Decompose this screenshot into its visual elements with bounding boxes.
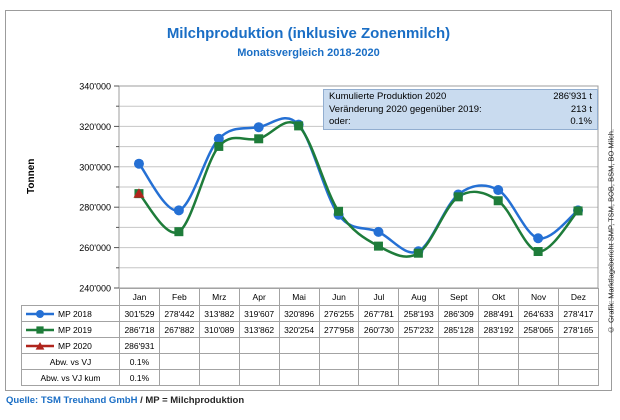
info-value: 0.1% xyxy=(570,116,592,127)
legend-entry xyxy=(25,341,118,351)
value-cell xyxy=(519,370,559,386)
value-cell xyxy=(519,338,559,354)
legend-sample-icon xyxy=(25,325,55,335)
month-header: Dez xyxy=(558,289,598,306)
value-cell: 276'255 xyxy=(319,306,359,322)
value-cell xyxy=(159,370,199,386)
value-cell xyxy=(359,338,399,354)
value-cell xyxy=(439,354,479,370)
info-row xyxy=(329,104,592,117)
month-header: Nov xyxy=(519,289,559,306)
value-cell: 301'529 xyxy=(120,306,160,322)
marker-circle xyxy=(533,233,543,243)
value-cell xyxy=(479,354,519,370)
value-cell: 267'781 xyxy=(359,306,399,322)
marker-square xyxy=(36,326,43,333)
value-cell: 278'165 xyxy=(558,322,598,338)
value-cell xyxy=(399,338,439,354)
value-cell xyxy=(239,338,279,354)
value-cell: 286'309 xyxy=(439,306,479,322)
value-cell xyxy=(319,354,359,370)
info-value: 213 t xyxy=(570,103,592,115)
value-cell: 319'607 xyxy=(239,306,279,322)
y-tick-label: 320'000 xyxy=(79,121,111,132)
source-footer xyxy=(6,395,244,406)
footer-note: / MP = Milchproduktion xyxy=(137,395,245,406)
value-cell xyxy=(199,354,239,370)
copyright-note: © Grafik: Marktlagebericht SMP, TSM, BOB, BSM, BO Milch. xyxy=(606,128,616,334)
month-header: Jul xyxy=(359,289,399,306)
summary-info-box xyxy=(323,89,598,130)
value-cell: 286'718 xyxy=(120,322,160,338)
series-line-mp-2019 xyxy=(139,122,578,256)
table-row xyxy=(22,289,599,306)
chart-subtitle: Monatsvergleich 2018-2020 xyxy=(237,47,380,59)
value-cell: 0.1% xyxy=(120,370,160,386)
chart-title: Milchproduktion (inklusive Zonenmilch) xyxy=(166,25,451,42)
value-cell xyxy=(319,338,359,354)
marker-square xyxy=(454,192,463,201)
value-cell: 264'633 xyxy=(519,306,559,322)
value-cell: 260'730 xyxy=(359,322,399,338)
value-cell xyxy=(439,370,479,386)
legend-sample-icon xyxy=(25,309,55,319)
value-cell xyxy=(399,354,439,370)
info-row xyxy=(329,91,592,104)
value-cell xyxy=(479,338,519,354)
value-cell: 257'232 xyxy=(399,322,439,338)
value-cell: 313'882 xyxy=(199,306,239,322)
value-cell xyxy=(279,338,319,354)
value-cell: 267'882 xyxy=(159,322,199,338)
value-cell: 278'442 xyxy=(159,306,199,322)
marker-square xyxy=(174,227,183,236)
y-axis-label: Tonnen xyxy=(26,158,37,194)
legend-cell xyxy=(22,306,120,322)
value-cell: 320'254 xyxy=(279,322,319,338)
marker-square xyxy=(414,249,423,258)
marker-square xyxy=(254,134,263,143)
month-header: Jan xyxy=(120,289,160,306)
month-header: Aug xyxy=(399,289,439,306)
value-cell xyxy=(159,338,199,354)
value-cell xyxy=(239,354,279,370)
marker-circle xyxy=(373,227,383,237)
value-cell: 288'491 xyxy=(479,306,519,322)
legend-label: MP 2019 xyxy=(58,324,92,335)
legend-cell xyxy=(22,338,120,354)
info-row xyxy=(329,116,592,129)
month-header: Feb xyxy=(159,289,199,306)
value-cell: 258'065 xyxy=(519,322,559,338)
value-cell: 0.1% xyxy=(120,354,160,370)
y-tick-label: 280'000 xyxy=(79,202,111,213)
marker-circle xyxy=(36,310,44,318)
row-label: Abw. vs VJ xyxy=(22,354,120,370)
data-table xyxy=(21,288,599,386)
month-header: Mrz xyxy=(199,289,239,306)
info-label: Veränderung 2020 gegenüber 2019: xyxy=(329,103,482,115)
value-cell xyxy=(279,370,319,386)
value-cell: 285'128 xyxy=(439,322,479,338)
table-row xyxy=(22,322,599,338)
marker-square xyxy=(494,196,503,205)
marker-square xyxy=(574,206,583,215)
marker-circle xyxy=(493,185,503,195)
info-label: oder: xyxy=(329,116,351,127)
marker-square xyxy=(374,242,383,251)
table-corner xyxy=(22,289,120,306)
value-cell xyxy=(558,338,598,354)
row-label: Abw. vs VJ kum xyxy=(22,370,120,386)
legend-entry xyxy=(25,309,118,319)
y-tick-label: 240'000 xyxy=(79,283,111,293)
month-header: Jun xyxy=(319,289,359,306)
y-tick-label: 340'000 xyxy=(79,81,111,92)
month-header: Mai xyxy=(279,289,319,306)
source-link: Quelle: TSM Treuhand GmbH xyxy=(6,395,138,406)
value-cell xyxy=(519,354,559,370)
legend-entry xyxy=(25,325,118,335)
value-cell xyxy=(558,354,598,370)
value-cell: 258'193 xyxy=(399,306,439,322)
legend-sample-icon xyxy=(25,341,55,351)
value-cell: 277'958 xyxy=(319,322,359,338)
marker-square xyxy=(534,247,543,256)
value-cell xyxy=(558,370,598,386)
value-cell: 286'931 xyxy=(120,338,160,354)
table-row xyxy=(22,306,599,322)
marker-circle xyxy=(174,205,184,215)
marker-circle xyxy=(134,159,144,169)
info-label: Kumulierte Produktion 2020 xyxy=(329,91,447,102)
month-header: Apr xyxy=(239,289,279,306)
y-tick-label: 300'000 xyxy=(79,162,111,173)
value-cell: 283'192 xyxy=(479,322,519,338)
value-cell xyxy=(239,370,279,386)
value-cell xyxy=(319,370,359,386)
value-cell xyxy=(199,338,239,354)
value-cell xyxy=(399,370,439,386)
y-tick-label: 260'000 xyxy=(79,243,111,254)
marker-square xyxy=(214,142,223,151)
marker-square xyxy=(334,207,343,216)
month-header: Sept xyxy=(439,289,479,306)
chart-frame xyxy=(5,10,616,391)
table-row xyxy=(22,370,599,386)
table-row xyxy=(22,354,599,370)
marker-square xyxy=(294,121,303,130)
value-cell: 310'089 xyxy=(199,322,239,338)
value-cell xyxy=(279,354,319,370)
value-cell: 278'417 xyxy=(558,306,598,322)
value-cell xyxy=(159,354,199,370)
info-value: 286'931 t xyxy=(553,91,592,102)
legend-label: MP 2020 xyxy=(58,340,92,351)
value-cell xyxy=(199,370,239,386)
table-row xyxy=(22,338,599,354)
value-cell: 320'896 xyxy=(279,306,319,322)
value-cell xyxy=(439,338,479,354)
value-cell xyxy=(359,354,399,370)
marker-circle xyxy=(254,122,264,132)
legend-cell xyxy=(22,322,120,338)
value-cell: 313'862 xyxy=(239,322,279,338)
month-header: Okt xyxy=(479,289,519,306)
legend-label: MP 2018 xyxy=(58,308,92,319)
value-cell xyxy=(479,370,519,386)
value-cell xyxy=(359,370,399,386)
